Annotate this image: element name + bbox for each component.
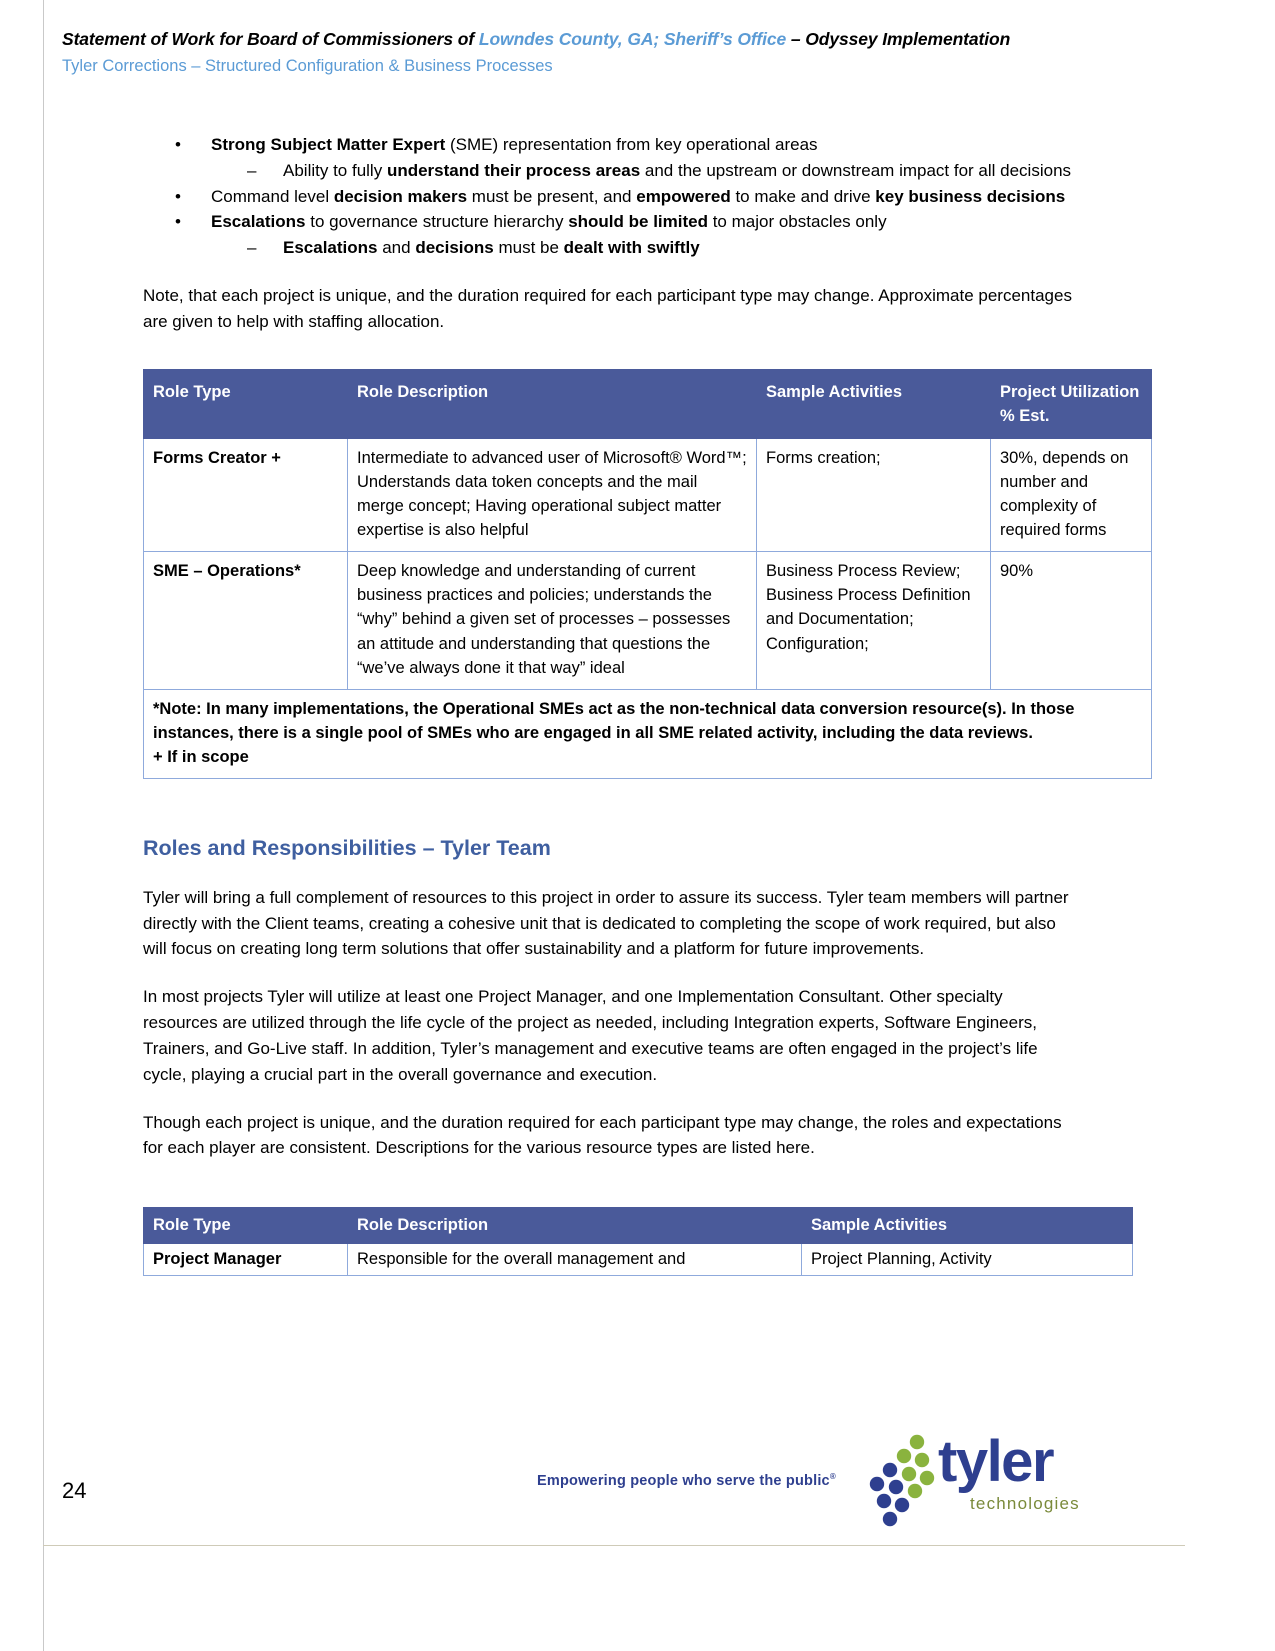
sub-bullet-sme-bold: understand their process areas (386, 160, 641, 180)
bullet-decision-bold2: empowered (636, 186, 731, 206)
table-row (144, 552, 1152, 689)
header-title-prefix: Statement of Work for Board of Commissioners of (62, 29, 479, 49)
table-header-row (144, 369, 1152, 438)
bullet-item-sme (143, 132, 1075, 184)
table-footnote-cell (144, 689, 1152, 778)
column-header-sample-activities: Sample Activities (757, 369, 991, 438)
footnote-note-text: *Note: In many implementations, the Operational SMEs act as the non-technical data conversion resource(s). In those instances, there is a single pool of SMEs who are engaged in all SME related activity, including the data reviews. (153, 699, 1075, 742)
footer-tagline-registered-mark: ® (829, 1472, 836, 1481)
table-row (144, 438, 1152, 551)
page-gutter-rule (43, 0, 44, 1651)
header-title-suffix: – Odyssey Implementation (786, 29, 1011, 49)
cell-role-description: Responsible for the overall management and (348, 1244, 802, 1276)
sub-bullet-item-process-areas (211, 158, 1075, 184)
column-header-role-type: Role Type (144, 1208, 348, 1244)
sub-bullet-esc-bold3: dealt with swiftly (563, 238, 700, 258)
tyler-logo-subtext: technologies (970, 1494, 1080, 1513)
sub-bullet-esc-mid1: and (377, 238, 416, 258)
bullet-escalations-bold1: Escalations (211, 212, 306, 232)
client-roles-table (143, 369, 1152, 779)
sub-bullet-list-escalations (211, 235, 1075, 261)
sub-bullet-sme-post: and the upstream or downstream impact for all decisions (640, 160, 1072, 180)
tyler-roles-table (143, 1207, 1133, 1276)
sub-bullet-esc-mid2: must be (493, 238, 564, 258)
cell-role-type: SME – Operations* (144, 552, 348, 689)
sub-bullet-sme-pre: Ability to fully (283, 160, 387, 180)
column-header-sample-activities: Sample Activities (802, 1208, 1133, 1244)
cell-role-description: Intermediate to advanced user of Microsoft® Word™; Understands data token concepts and the mail merge concept; Having operational subject matter expertise is also helpful (348, 438, 757, 551)
bullet-sme-rest: (SME) representation from key operational areas (445, 135, 818, 154)
bullet-decision-mid2: to make and drive (730, 186, 876, 206)
cell-role-type: Forms Creator + (144, 438, 348, 551)
tyler-logo-wordmark: tyler (938, 1429, 1054, 1494)
sub-bullet-esc-bold1: Escalations (283, 238, 378, 258)
tyler-technologies-logo (860, 1428, 1080, 1533)
column-header-role-description: Role Description (348, 369, 757, 438)
sub-bullet-list-sme (211, 158, 1075, 184)
tyler-roles-table-head (144, 1208, 1133, 1244)
bullet-escalations-post: to major obstacles only (707, 212, 887, 232)
document-body (143, 132, 1140, 1276)
client-roles-table-head (144, 369, 1152, 438)
bullet-dot-icon: • (175, 135, 181, 154)
bullet-dash-icon: – (247, 160, 257, 180)
cell-project-utilization: 30%, depends on number and complexity of required forms (991, 438, 1152, 551)
document-running-header (62, 28, 1072, 78)
section-paragraph-1: Tyler will bring a full complement of resources to this project in order to assure its success. Tyler team members will partner directly with the Client teams, creating a cohesive unit that is dedicated to completing the scope of work required, but also will focus on creating long term solutions that offer sustainability and a platform for future improvements. (143, 887, 1069, 959)
header-title-line (62, 28, 1072, 52)
cell-project-utilization: 90% (991, 552, 1152, 689)
tyler-roles-table-body (144, 1244, 1133, 1276)
cell-sample-activities: Business Process Review; Business Process Definition and Documentation; Configuration; (757, 552, 991, 689)
column-header-project-utilization: Project Utilization % Est. (991, 369, 1152, 438)
cell-role-type: Project Manager (144, 1244, 348, 1276)
table-header-row (144, 1208, 1133, 1244)
page-number: 24 (62, 1478, 87, 1503)
table-footnote-row (144, 689, 1152, 778)
header-subtitle-line: Tyler Corrections – Structured Configuration & Business Processes (62, 56, 553, 75)
column-header-role-description: Role Description (348, 1208, 802, 1244)
footer-divider-rule (43, 1545, 1185, 1546)
note-paragraph: Note, that each project is unique, and the duration required for each participant type may change. Approximate percentages are given to help with staffing allocation. (143, 286, 1072, 331)
bullet-sme-bold: Strong Subject Matter Expert (211, 135, 446, 154)
cell-sample-activities: Forms creation; (757, 438, 991, 551)
table-row (144, 1244, 1133, 1276)
section-paragraph-2: In most projects Tyler will utilize at least one Project Manager, and one Implementation Consultant. Other specialty resources are utilized through the life cycle of the project as needed, including Integration experts, Software Engineers, Trainers, and Go-Live staff. In addition, Tyler’s management and executive teams are often engaged in the project’s life cycle, playing a crucial part in the overall governance and execution. (143, 987, 1038, 1084)
bullet-dot-icon: • (175, 186, 181, 206)
bullet-decision-pre: Command level (211, 186, 334, 206)
section-paragraph-3: Though each project is unique, and the duration required for each participant type may change, the roles and expectations for each player are consistent. Descriptions for the various resource types are listed here. (143, 1112, 1062, 1158)
header-client-name: Lowndes County, GA; Sheriff’s Office (478, 29, 787, 49)
sub-bullet-item-swiftly (211, 235, 1075, 261)
tyler-logo-dots-icon (860, 1434, 946, 1530)
footer-tagline (537, 1472, 836, 1489)
bullet-decision-bold1: decision makers (333, 186, 468, 206)
bullet-item-decision-makers (143, 184, 1075, 210)
column-header-role-type: Role Type (144, 369, 348, 438)
bullet-decision-mid1: must be present, and (467, 186, 637, 206)
bullet-escalations-bold2: should be limited (568, 212, 708, 232)
bullet-decision-bold3: key business decisions (875, 186, 1066, 206)
section-heading-roles-responsibilities: Roles and Responsibilities – Tyler Team (143, 835, 551, 860)
bullet-dot-icon: • (175, 212, 181, 232)
requirements-bullet-list (143, 132, 1075, 261)
footnote-scope-text: + If in scope (153, 747, 249, 766)
bullet-dash-icon: – (247, 238, 257, 258)
client-roles-table-body (144, 438, 1152, 778)
footer-tagline-text: Empowering people who serve the public (537, 1472, 830, 1489)
bullet-item-escalations (143, 209, 1075, 261)
bullet-escalations-mid1: to governance structure hierarchy (305, 212, 569, 232)
cell-role-description: Deep knowledge and understanding of current business practices and policies; understands the “why” behind a given set of processes – possesses an attitude and understanding that questions the “we’ve always done it that way” ideal (348, 552, 757, 689)
sub-bullet-esc-bold2: decisions (415, 238, 494, 258)
document-footer (0, 1440, 1275, 1560)
cell-sample-activities: Project Planning, Activity (802, 1244, 1133, 1276)
